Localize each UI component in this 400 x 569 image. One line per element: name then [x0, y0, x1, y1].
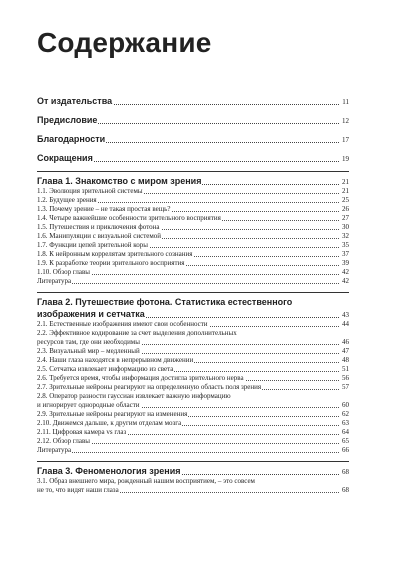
toc-entry-title: 2.1. Естественные изображения имеют свои особенности — [37, 320, 208, 328]
toc-entry-title: 2.7. Зрительные нейроны реагируют на определенную область поля зрения — [37, 383, 262, 391]
toc-page-number: 26 — [342, 205, 349, 213]
page-title: Содержание — [37, 27, 212, 58]
toc-page-number: 60 — [342, 401, 349, 409]
toc-entry[interactable] — [37, 392, 349, 410]
toc-page-number: 30 — [342, 223, 349, 231]
toc-entry[interactable] — [37, 437, 349, 446]
toc-entry-title: Литература — [37, 446, 72, 454]
toc-entry-title: 1.6. Манипуляции с визуальной системой — [37, 232, 162, 240]
toc-entry-title: 2.4. Наши глаза находятся в непрерывном движении — [37, 356, 194, 364]
toc-entry-title: 1.10. Обзор главы — [37, 268, 90, 276]
chapter-title-text: Глава 2. Путешествие фотона. Статистика естественного — [37, 297, 293, 307]
toc-page-number: 64 — [342, 428, 349, 436]
toc-chapter-title[interactable] — [37, 296, 349, 320]
toc-page-number: 11 — [342, 98, 349, 106]
toc-page-number: 25 — [342, 196, 349, 204]
toc-front-item[interactable] — [37, 133, 349, 145]
toc-chapter — [37, 292, 349, 455]
toc-entry-title: 1.2. Будущее зрения — [37, 196, 97, 204]
toc-entry-title: 2.11. Цифровая камера vs глаз — [37, 428, 127, 436]
toc-front-title: Благодарности — [37, 134, 106, 144]
toc-page-number: 42 — [342, 268, 349, 276]
toc-page-number: 37 — [342, 250, 349, 258]
toc-entry-title: 1.9. К разработке теории зрительного восприятия — [37, 259, 185, 267]
dot-leader — [37, 283, 339, 284]
toc-entry[interactable] — [37, 241, 349, 250]
toc-page-number: 43 — [342, 311, 349, 319]
toc-page-number: 66 — [342, 446, 349, 454]
toc-entry-title: 2.6. Требуется время, чтобы информация достигла зрительного нерва — [37, 374, 244, 382]
toc-front-item[interactable] — [37, 114, 349, 126]
toc-entry-title: 1.4. Четыре важнейшие особенности зрительного восприятия — [37, 214, 221, 222]
toc-entry[interactable] — [37, 446, 349, 455]
toc-entry-title: 1.7. Функции цепей зрительной коры — [37, 241, 148, 249]
toc-entry[interactable] — [37, 214, 349, 223]
toc-entry[interactable] — [37, 419, 349, 428]
toc-page-number: 21 — [342, 178, 349, 186]
toc-page-number: 47 — [342, 347, 349, 355]
toc-front-title: Сокращения — [37, 153, 93, 163]
toc-entry[interactable] — [37, 428, 349, 437]
toc-chapter — [37, 461, 349, 495]
toc-entry[interactable] — [37, 329, 349, 347]
toc-entry[interactable] — [37, 187, 349, 196]
table-of-contents — [37, 95, 349, 495]
toc-page-number: 57 — [342, 383, 349, 391]
toc-entry-title-line2: не то, что видят наши глаза — [37, 486, 119, 494]
toc-entry[interactable] — [37, 356, 349, 365]
toc-entry[interactable] — [37, 259, 349, 268]
toc-page-number: 48 — [342, 356, 349, 364]
toc-page-number: 65 — [342, 437, 349, 445]
toc-page-number: 27 — [342, 214, 349, 222]
toc-front-title: Предисловие — [37, 115, 98, 125]
toc-entry-title: 2.2. Эффективное кодирование за счет выделения дополнительных — [37, 329, 237, 337]
toc-entry-title: 2.9. Зрительные нейроны реагируют на изменения — [37, 410, 188, 418]
toc-page-number: 46 — [342, 338, 349, 346]
chapter-divider — [37, 461, 349, 462]
toc-entry-title: 2.5. Сетчатка извлекает информацию из света — [37, 365, 174, 373]
chapter-divider — [37, 292, 349, 293]
chapter-divider — [37, 171, 349, 172]
toc-entry-title-line2: ресурсов там, где они необходимы — [37, 338, 140, 346]
toc-page-number: 42 — [342, 277, 349, 285]
toc-entry-title: 2.3. Визуальный мир – медленный — [37, 347, 140, 355]
toc-entry[interactable] — [37, 365, 349, 374]
toc-front-title: От издательства — [37, 96, 113, 106]
toc-entry-title: 2.10. Движемся дальше, к другим отделам мозга — [37, 419, 182, 427]
toc-entry-title-line2: и игнорирует однородные области — [37, 401, 140, 409]
toc-entry[interactable] — [37, 477, 349, 495]
chapter-list — [37, 171, 349, 495]
toc-entry[interactable] — [37, 205, 349, 214]
toc-entry[interactable] — [37, 223, 349, 232]
toc-page-number: 12 — [342, 117, 349, 125]
toc-entry[interactable] — [37, 410, 349, 419]
toc-page-number: 35 — [342, 241, 349, 249]
toc-entry[interactable] — [37, 320, 349, 329]
toc-entry-title: 3.1. Образ внешнего мира, рожденный нашим восприятием, – это совсем — [37, 477, 255, 485]
toc-entry-title: 2.8. Оператор разности гауссиан извлекает важную информацию — [37, 392, 231, 400]
toc-page-number: 44 — [342, 320, 349, 328]
toc-entry[interactable] — [37, 383, 349, 392]
front-matter-list — [37, 95, 349, 164]
toc-entry[interactable] — [37, 374, 349, 383]
toc-page-number: 63 — [342, 419, 349, 427]
dot-leader — [37, 452, 339, 453]
toc-page-number: 62 — [342, 410, 349, 418]
toc-front-item[interactable] — [37, 152, 349, 164]
toc-entry-title: 1.5. Путешествия и приключения фотона — [37, 223, 160, 231]
toc-chapter-title[interactable] — [37, 175, 349, 187]
toc-entry-title: 1.8. К нейронным коррелятам зрительного сознания — [37, 250, 193, 258]
toc-entry[interactable] — [37, 250, 349, 259]
toc-entry[interactable] — [37, 232, 349, 241]
toc-page-number: 19 — [342, 155, 349, 163]
toc-entry-title: 1.3. Почему зрение – не такая простая вещь? — [37, 205, 171, 213]
chapter-title-text: Глава 3. Феноменология зрения — [37, 466, 181, 476]
toc-page-number: 68 — [342, 468, 349, 476]
chapter-title-text: Глава 1. Знакомство с миром зрения — [37, 176, 202, 186]
toc-page-number: 56 — [342, 374, 349, 382]
toc-page-number: 32 — [342, 232, 349, 240]
toc-page-number: 51 — [342, 365, 349, 373]
toc-entry-title: 2.12. Обзор главы — [37, 437, 90, 445]
toc-page-number: 21 — [342, 187, 349, 195]
toc-page-number: 68 — [342, 486, 349, 494]
toc-page-number: 39 — [342, 259, 349, 267]
toc-page-number: 17 — [342, 136, 349, 144]
toc-entry[interactable] — [37, 196, 349, 205]
toc-chapter-title[interactable] — [37, 465, 349, 477]
toc-entry-title: Литература — [37, 277, 72, 285]
toc-entry[interactable] — [37, 268, 349, 277]
toc-front-item[interactable] — [37, 95, 349, 107]
chapter-title-text-line2: изображения и сетчатка — [37, 309, 145, 319]
toc-entry[interactable] — [37, 277, 349, 286]
toc-entry-title: 1.1. Эволюция зрительной системы — [37, 187, 143, 195]
toc-chapter — [37, 171, 349, 286]
toc-entry[interactable] — [37, 347, 349, 356]
